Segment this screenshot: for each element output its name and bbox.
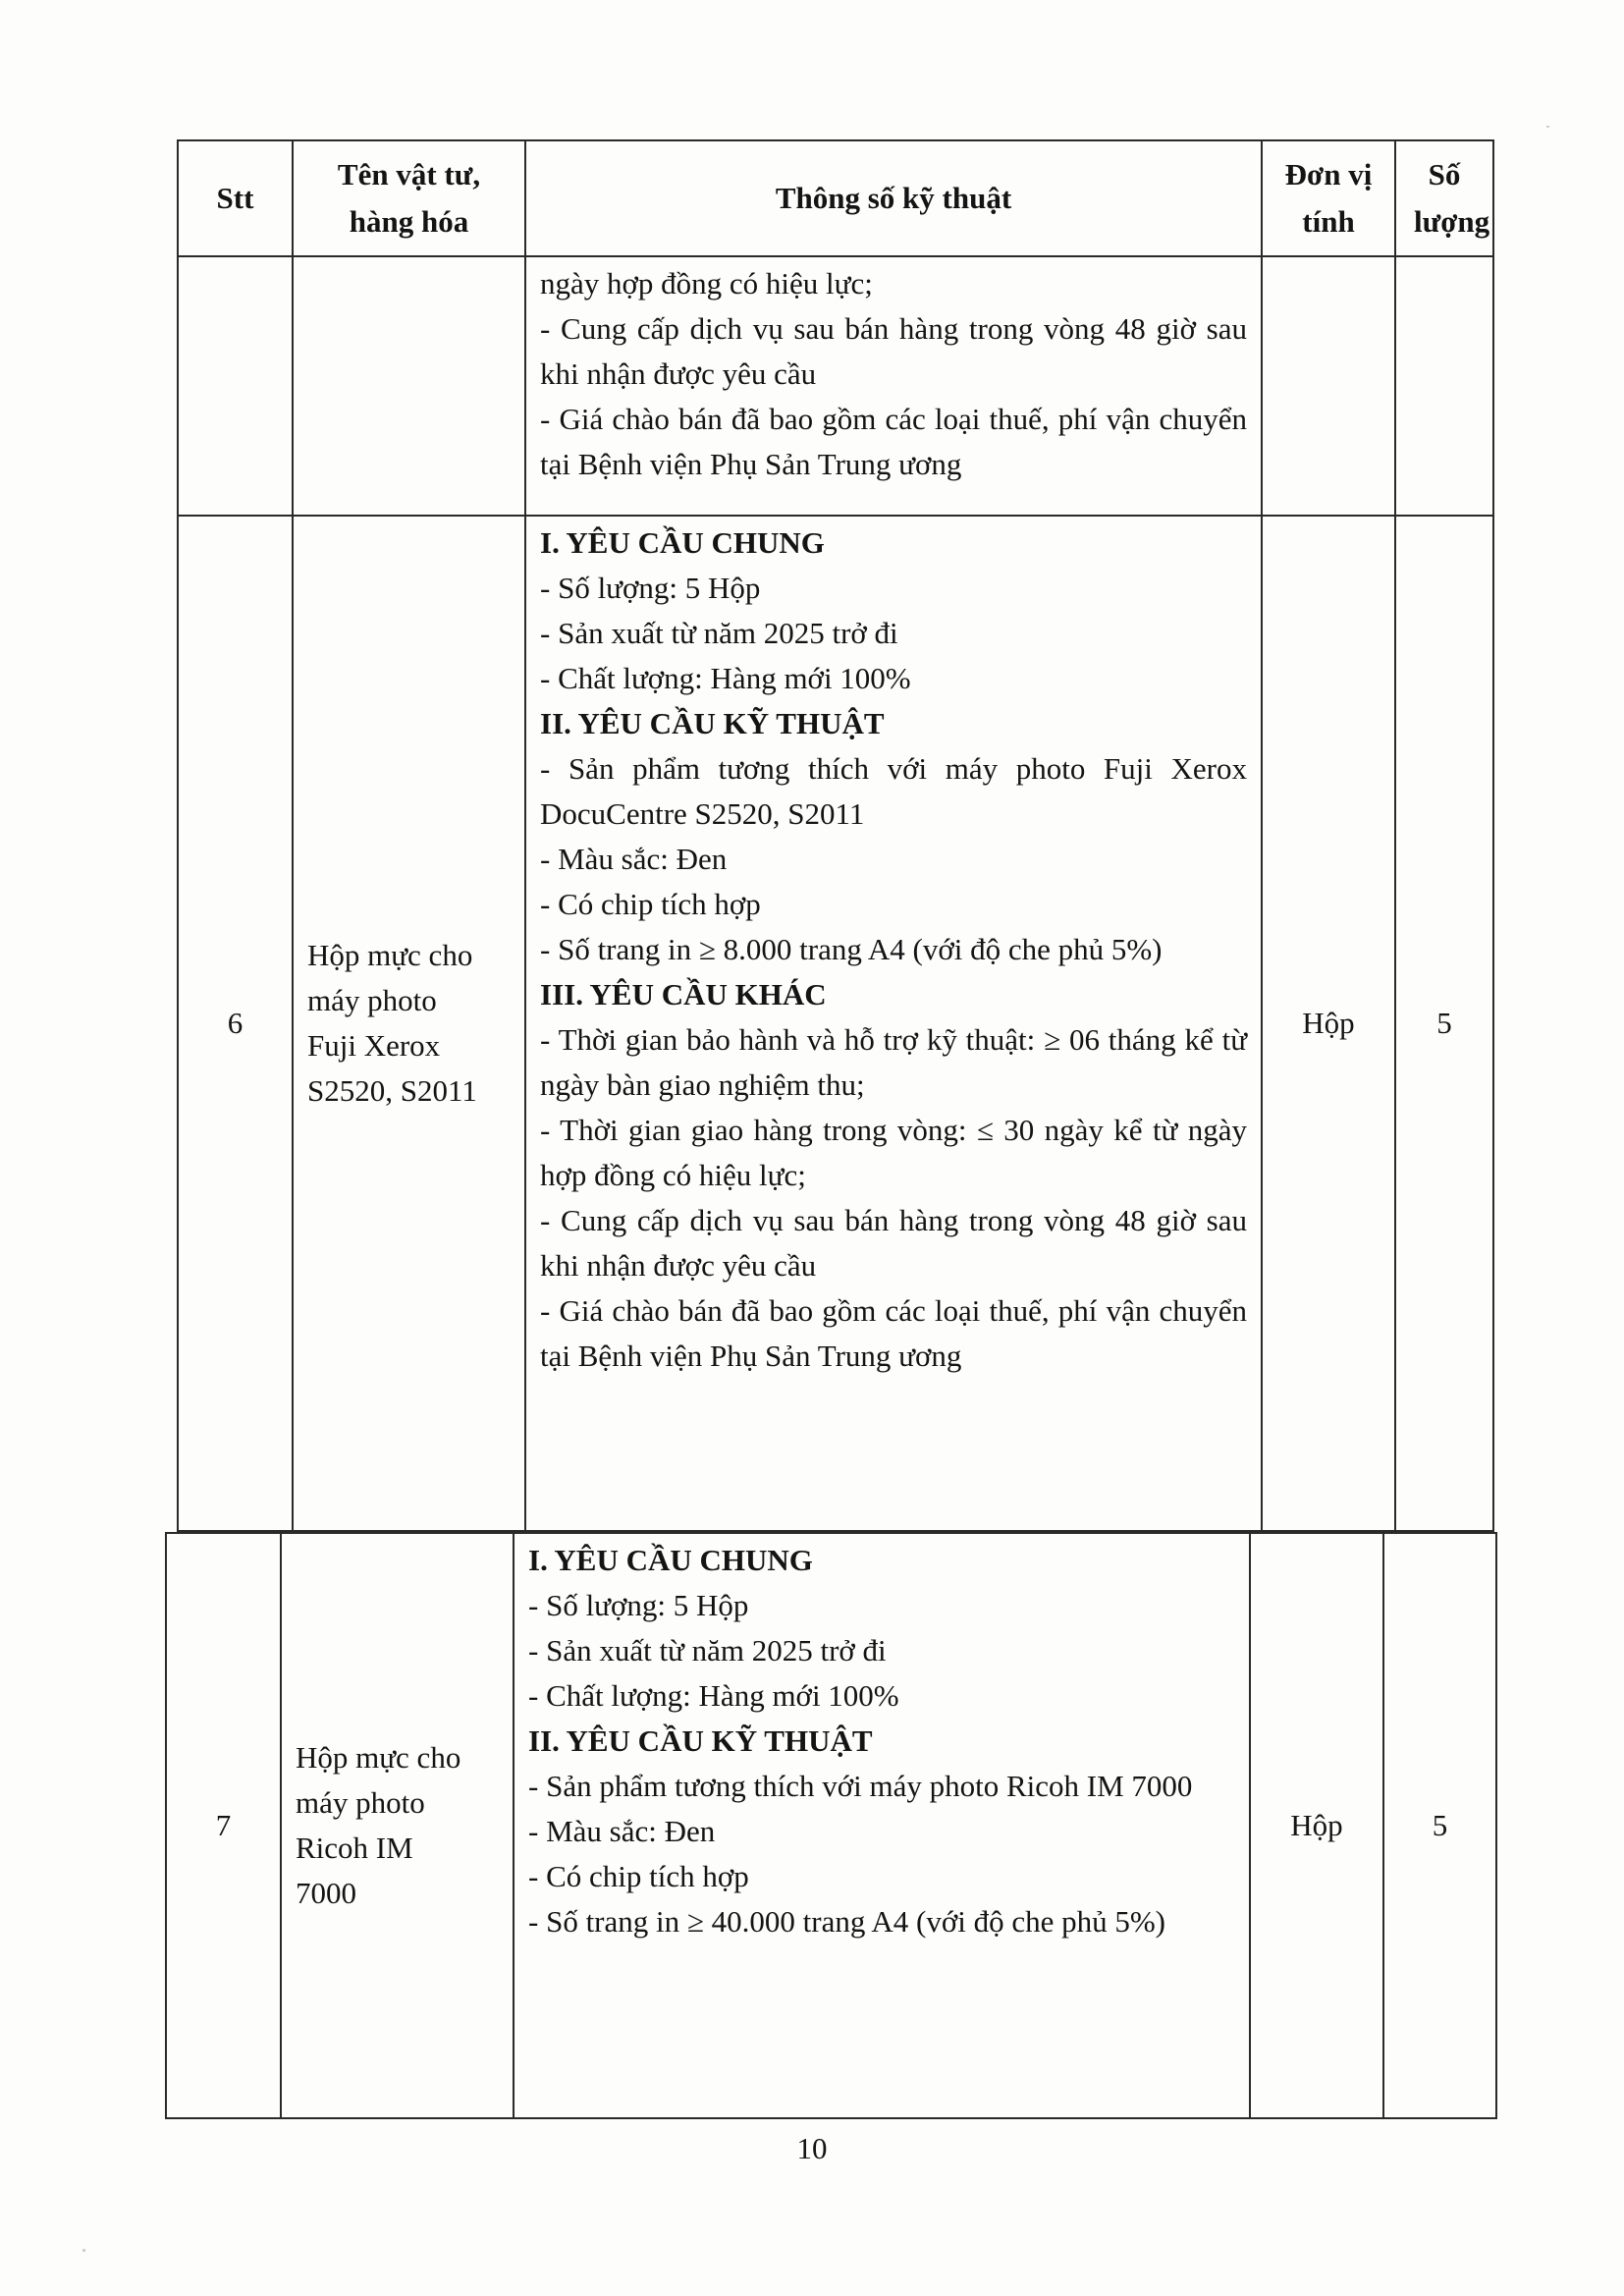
stt-cell: 6	[178, 516, 293, 1531]
spec-line: - Số lượng: 5 Hộp	[540, 571, 761, 605]
spec-line: - Màu sắc: Đen	[528, 1814, 716, 1848]
spec-cell	[525, 256, 1262, 516]
spec-cell	[514, 1533, 1250, 2118]
stt-cell	[178, 256, 293, 516]
table-row	[178, 256, 1493, 516]
header-unit: Đơn vị tính	[1262, 140, 1395, 256]
qty-cell: 5	[1383, 1533, 1496, 2118]
spec-line: - Thời gian giao hàng trong vòng: ≤ 30 ngày kể từ ngày hợp đồng có hiệu lực;	[540, 1113, 1247, 1192]
stt-cell: 7	[166, 1533, 281, 2118]
header-qty: Số lượng	[1395, 140, 1493, 256]
spec-line: - Giá chào bán đã bao gồm các loại thuế, phí vận chuyển tại Bệnh viện Phụ Sản Trung ương	[540, 402, 1247, 481]
item-name-cell	[293, 516, 525, 1531]
spec-line: - Số lượng: 5 Hộp	[528, 1588, 749, 1622]
scan-speck	[82, 2249, 85, 2252]
spec-line: - Sản xuất từ năm 2025 trở đi	[528, 1633, 887, 1667]
table-row	[178, 516, 1493, 1531]
spec-line: ngày hợp đồng có hiệu lực;	[540, 266, 873, 301]
item-name-line: Hộp mực cho	[307, 938, 473, 972]
spec-section-heading: II. YÊU CẦU KỸ THUẬT	[540, 706, 885, 740]
spec-section-heading: II. YÊU CẦU KỸ THUẬT	[528, 1723, 873, 1758]
spec-line: - Sản phẩm tương thích với máy photo Ricoh IM 7000	[528, 1769, 1193, 1803]
item-name-line: 7000	[296, 1876, 356, 1910]
unit-cell	[1262, 256, 1395, 516]
qty-cell	[1395, 256, 1493, 516]
spec-line: - Số trang in ≥ 40.000 trang A4 (với độ che phủ 5%)	[528, 1904, 1166, 1939]
item-name-line: Ricoh IM	[296, 1831, 413, 1865]
unit-cell: Hộp	[1262, 516, 1395, 1531]
spec-line: - Chất lượng: Hàng mới 100%	[528, 1678, 899, 1713]
item-name-line: S2520, S2011	[307, 1073, 477, 1108]
spec-section-heading: I. YÊU CẦU CHUNG	[528, 1543, 813, 1577]
item-name-cell	[293, 256, 525, 516]
page-number: 10	[796, 2131, 828, 2165]
spec-line: - Chất lượng: Hàng mới 100%	[540, 661, 911, 695]
table-header-row	[178, 140, 1493, 256]
item-name-line: máy photo	[296, 1785, 425, 1820]
item-name-line: Hộp mực cho	[296, 1740, 461, 1775]
unit-cell: Hộp	[1250, 1533, 1383, 2118]
spec-line: - Có chip tích hợp	[540, 887, 761, 921]
item-name-line: máy photo	[307, 983, 437, 1017]
spec-table	[177, 139, 1494, 1532]
spec-line: - Thời gian bảo hành và hỗ trợ kỹ thuật: ≥ 06 tháng kể từ ngày bàn giao nghiệm thu;	[540, 1022, 1247, 1102]
spec-line: - Cung cấp dịch vụ sau bán hàng trong vòng 48 giờ sau khi nhận được yêu cầu	[540, 1203, 1247, 1283]
spec-line: - Sản xuất từ năm 2025 trở đi	[540, 616, 898, 650]
header-stt: Stt	[178, 140, 293, 256]
header-name: Tên vật tư, hàng hóa	[293, 140, 525, 256]
spec-line: - Giá chào bán đã bao gồm các loại thuế, phí vận chuyển tại Bệnh viện Phụ Sản Trung ương	[540, 1293, 1247, 1373]
spec-section-heading: III. YÊU CẦU KHÁC	[540, 977, 827, 1011]
spec-line: - Số trang in ≥ 8.000 trang A4 (với độ che phủ 5%)	[540, 932, 1163, 966]
spec-section-heading: I. YÊU CẦU CHUNG	[540, 525, 825, 560]
qty-cell: 5	[1395, 516, 1493, 1531]
scan-speck	[1546, 126, 1549, 128]
header-spec: Thông số kỹ thuật	[525, 140, 1262, 256]
spec-line: - Cung cấp dịch vụ sau bán hàng trong vòng 48 giờ sau khi nhận được yêu cầu	[540, 311, 1247, 391]
spec-line: - Màu sắc: Đen	[540, 842, 728, 876]
spec-line: - Có chip tích hợp	[528, 1859, 749, 1893]
item-name-cell	[281, 1533, 514, 2118]
table-row	[166, 1533, 1496, 2118]
spec-line: - Sản phẩm tương thích với máy photo Fuji Xerox DocuCentre S2520, S2011	[540, 751, 1247, 831]
item-name-line: Fuji Xerox	[307, 1028, 441, 1063]
spec-table-continued	[165, 1532, 1497, 2119]
spec-cell	[525, 516, 1262, 1531]
